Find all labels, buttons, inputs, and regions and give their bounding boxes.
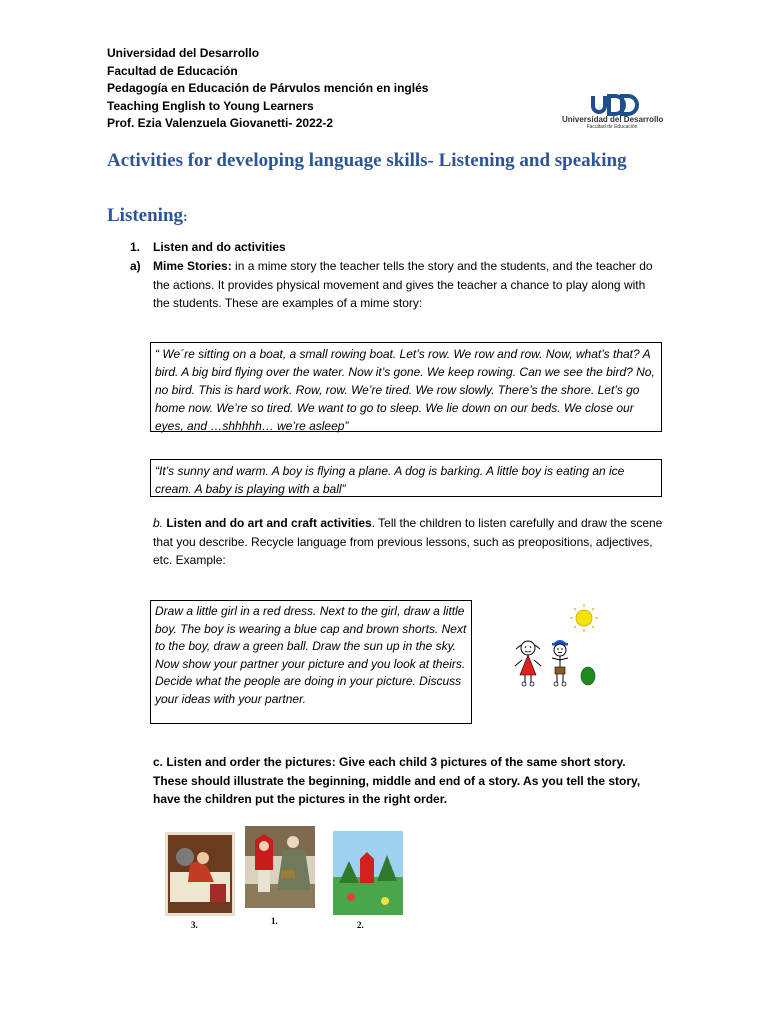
art-text: . Tell the children to listen carefully and draw the scene that you describe. Recycle language from previous lessons, such as preopositions, adjectives, etc. Example: — [153, 516, 663, 567]
mime-stories-text: in a mime story the teacher tells the story and the students, and the teacher do the actions. It provides physical movement and gives the teacher a chance to play along with the students. These are examples of a mime story: — [153, 259, 653, 310]
order-text: Give each child 3 pictures of the same short story. These should illustrate the beginning, middle and end of a story. As you tell the story, have the children put the pictures in the right order. — [153, 755, 641, 806]
subitem-marker-a: a) — [130, 259, 141, 273]
children-drawing-illustration — [508, 598, 608, 690]
header-course: Teaching English to Young Learners — [107, 98, 314, 113]
logo-faculty-name: Facultad de Educación — [586, 124, 638, 130]
picture-caption-1: 1. — [271, 916, 278, 926]
art-instruction-box: Draw a little girl in a red dress. Next to the girl, draw a little boy. The boy is wearing a blue cap and brown shorts. Next to the boy, draw a green ball. Draw the sun up in the sky. Now show your partner your picture and you look at theirs. Decide what the people are doing in your picture. Discuss your ideas with your partner. — [150, 600, 472, 724]
list-item-heading: Listen and do activities — [153, 240, 286, 254]
story-picture-3 — [165, 832, 235, 916]
art-activities-paragraph — [153, 514, 663, 570]
art-marker: b. — [153, 516, 164, 530]
boy-figure-icon — [552, 640, 568, 686]
mime-stories-label: Mime Stories: — [153, 259, 232, 273]
mime-stories-paragraph — [153, 257, 663, 313]
header-professor: Prof. Ezia Valenzuela Giovanetti- 2022-2 — [107, 116, 334, 130]
mime-story-box-2: “It’s sunny and warm. A boy is flying a plane. A dog is barking. A little boy is eating an ice cream. A baby is playing with a ball” — [150, 459, 662, 497]
story-picture-1 — [245, 826, 315, 908]
header-faculty: Facultad de Educación — [107, 63, 238, 78]
mime-story-box-1: “ We´re sitting on a boat, a small rowing boat. Let’s row. We row and row. Now, what’s that? A bird. A big bird flying over the water. Now it’s gone. We keep rowing. Can we see the bird? No, no bird. This is hard work. Row, row. We’re tired. We row slowly. There’s the shore. Let’s go home now. We’re so tired. We want to go to sleep. We lie down on our beds. We close our eyes, and …shhhhh… we’re asleep” — [150, 342, 662, 432]
story-pictures — [163, 826, 403, 936]
section-heading — [107, 205, 188, 227]
order-label: c. Listen and order the pictures: — [153, 755, 336, 769]
story-picture-2 — [333, 831, 403, 915]
header-program: Pedagogía en Educación de Párvulos mención en inglés — [107, 81, 429, 95]
logo-university-name: Universidad del Desarrollo — [562, 115, 664, 124]
udd-logo-mark — [562, 94, 662, 116]
sun-icon — [570, 604, 598, 632]
picture-caption-3: 3. — [191, 920, 198, 930]
page-title: Activities for developing language skills- Listening and speaking — [107, 150, 627, 171]
section-heading-text: Listening — [107, 205, 184, 226]
udd-logo — [562, 94, 662, 130]
art-label: Listen and do art and craft activities — [163, 516, 372, 530]
section-heading-colon: : — [183, 210, 188, 225]
order-pictures-paragraph — [153, 753, 663, 809]
picture-caption-2: 2. — [357, 920, 364, 930]
header-university: Universidad del Desarrollo — [107, 46, 260, 60]
institution-header — [107, 45, 428, 133]
list-item-number: 1. — [130, 240, 141, 254]
girl-figure-icon — [515, 641, 541, 686]
green-ball-icon — [581, 667, 595, 685]
